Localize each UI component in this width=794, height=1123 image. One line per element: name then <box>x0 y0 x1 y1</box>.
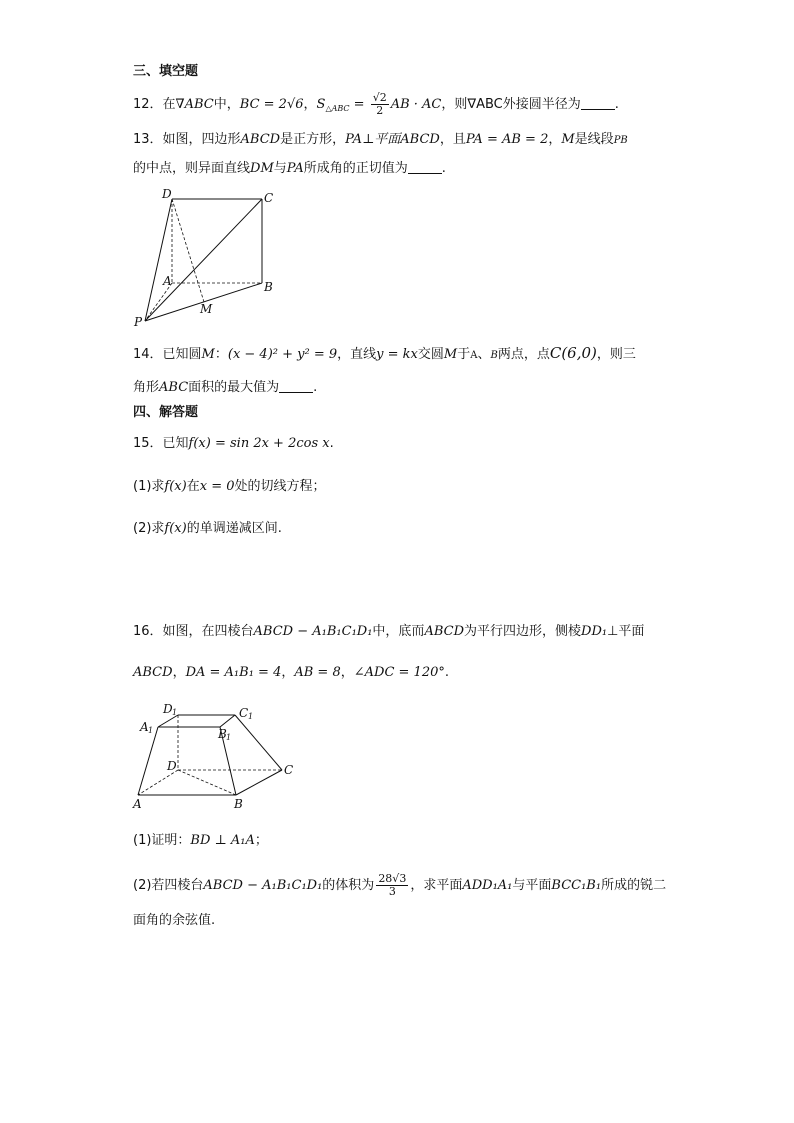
q13-abcd: ABCD <box>240 132 281 147</box>
q12-area-symbol: S <box>316 97 326 112</box>
question-14-line-1 <box>133 344 636 365</box>
question-16-part-1 <box>133 832 268 850</box>
q12-frac-num: √2 <box>372 91 387 104</box>
fig13-label-m: M <box>200 302 213 316</box>
figure-16-frustum <box>130 700 305 815</box>
q16-p1-text: ； <box>254 833 268 848</box>
q14-text: 角形 <box>133 380 160 395</box>
q16-vol-den: 3 <box>388 885 396 898</box>
fig16-sub: 1 <box>172 708 178 717</box>
q14-text: 于 <box>457 347 471 362</box>
question-16-line-1 <box>133 623 644 641</box>
q13-text: 的中点，则异面直线 <box>133 161 251 176</box>
q15-p1-text: 处的切线方程； <box>234 479 326 494</box>
q12-bc: BC = 2√6 <box>239 97 304 112</box>
q13-text: 13．如图，四边形 <box>133 132 241 147</box>
answer-blank <box>408 161 442 174</box>
q15-p1-f: f(x) <box>164 479 187 494</box>
q12-area-sub: △ABC <box>325 104 350 113</box>
fig13-label-d: D <box>162 187 172 201</box>
q14-circle-eq: (x − 4)² + y² = 9 <box>227 347 338 362</box>
q16-vol-num: 28√3 <box>378 872 407 885</box>
q13-text: ， <box>548 132 562 147</box>
q16-p1-statement: BD ⊥ A₁A <box>190 833 255 848</box>
question-13-line-1 <box>133 131 628 150</box>
q15-p2-f: f(x) <box>164 521 187 536</box>
q15-p1-text: 在 <box>186 479 200 494</box>
fig16-label-d1: D <box>163 702 173 716</box>
q14-text: ，则三 <box>596 347 636 362</box>
q15-text: 15．已知 <box>133 436 189 451</box>
q13-text: 所成角的正切值为 <box>303 161 408 176</box>
q16-text: 中，底而 <box>372 624 425 639</box>
q14-text: 、 <box>477 347 491 362</box>
q13-text: ，且 <box>439 132 466 147</box>
q12-text: 中， <box>213 97 240 112</box>
fig13-label-p: P <box>134 315 143 329</box>
q16-p2-text: (2)若四棱台 <box>133 878 204 893</box>
q14-a: A <box>470 350 478 361</box>
q13-pa: PA <box>286 161 304 176</box>
q13-dm: DM <box>250 161 274 176</box>
q16-p2-text: 面角的余弦值. <box>133 913 216 928</box>
q16-abcd: ABCD <box>424 624 464 639</box>
q12-triangle: ∇ABC <box>175 97 214 112</box>
q16-p2-text: 与平面 <box>512 878 552 893</box>
q16-p2-text: ，求平面 <box>410 878 463 893</box>
q16-plane1: ADD₁A₁ <box>462 878 513 893</box>
q13-perp: PA⊥平面 <box>345 132 401 147</box>
q15-function: f(x) = sin 2x + 2cos x <box>188 436 330 451</box>
q14-text: ，直线 <box>337 347 377 362</box>
q16-p2-solid: ABCD − A₁B₁C₁D₁ <box>203 878 323 893</box>
q16-solid: ABCD − A₁B₁C₁D₁ <box>253 624 373 639</box>
q12-vectors: AB · AC <box>390 97 442 112</box>
q14-text: ： <box>214 347 228 362</box>
fig16-sub: 1 <box>248 712 254 721</box>
q13-pb: PB <box>613 135 628 146</box>
fig16-sub: 1 <box>226 733 232 742</box>
fig16-label-a: A <box>133 797 142 811</box>
q16-text: . <box>444 665 450 680</box>
q12-tail: ，则∇ABC外接圆半径为 <box>441 97 581 112</box>
q16-volume-fraction <box>376 873 408 898</box>
q13-end: . <box>441 161 446 176</box>
q12-comma: ， <box>303 97 317 112</box>
q16-p1-text: (1)证明： <box>133 833 191 848</box>
q14-point-c: C(6,0) <box>549 344 597 362</box>
q13-text: 是正方形， <box>280 132 346 147</box>
fig16-label-c1: C <box>239 706 249 720</box>
q16-text: 为平行四边形，侧棱 <box>464 624 582 639</box>
question-16-part-2 <box>133 873 666 898</box>
question-12: 12．在∇ABC中，BC = 2√6，$S_{\triangle ABC}$ = $\frac{√2}{2}$ AB · AC，则∇ABC外接圆半径为 . <box>133 91 619 117</box>
q16-text: 16．如图，在四棱台 <box>133 624 254 639</box>
answer-blank <box>279 380 313 393</box>
figure-13-square-pyramid <box>130 185 290 330</box>
question-15-part-1 <box>133 478 326 496</box>
fig16-label-b: B <box>234 797 243 811</box>
q14-text: 两点，点 <box>497 347 550 362</box>
q16-abcd: ABCD <box>133 665 173 680</box>
q13-m: M <box>561 132 575 147</box>
q16-plane2: BCC₁B₁ <box>551 878 602 893</box>
q15-p1-text: (1)求 <box>133 479 165 494</box>
q16-text: ， <box>281 665 295 680</box>
question-14-line-2 <box>133 379 317 397</box>
q12-frac-den: 2 <box>376 104 384 117</box>
q13-eq: PA = AB = 2 <box>465 132 549 147</box>
q16-p2-text: 所成的锐二 <box>601 878 667 893</box>
q12-fraction <box>371 92 389 117</box>
q14-text: 面积的最大值为 <box>188 380 280 395</box>
fig16-label-b1: B <box>218 727 227 741</box>
q12-eq: = <box>349 97 369 112</box>
q13-abcd: ABCD <box>400 132 440 147</box>
q14-m: M <box>201 347 215 362</box>
q14-abc: ABC <box>159 380 189 395</box>
fig16-label-a1: A <box>140 720 149 734</box>
question-15 <box>133 435 334 453</box>
question-16-line-2 <box>133 664 449 682</box>
q13-text: 是线段 <box>574 132 614 147</box>
q12-num: 12．在 <box>133 97 176 112</box>
section-heading-fill-in: 三、填空题 <box>133 64 199 79</box>
q16-lengths: DA = A₁B₁ = 4 <box>185 665 282 680</box>
q14-end: . <box>313 380 318 395</box>
q16-angle: ∠ADC = 120° <box>353 665 445 680</box>
q14-m: M <box>443 347 458 362</box>
q14-b: B <box>490 350 498 361</box>
answer-blank <box>581 97 615 110</box>
q16-text: ， <box>340 665 354 680</box>
q13-text: 与 <box>273 161 287 176</box>
q14-text: 交圆 <box>417 347 444 362</box>
fig13-label-b: B <box>264 280 273 294</box>
q16-p2-text: 的体积为 <box>322 878 375 893</box>
q16-dd1: DD₁ <box>581 624 608 639</box>
fig16-sub: 1 <box>148 726 154 735</box>
q15-end: . <box>329 436 334 451</box>
q15-p2-text: (2)求 <box>133 521 165 536</box>
question-15-part-2 <box>133 520 282 538</box>
fig16-label-d: D <box>167 759 177 773</box>
q16-text: ⊥平面 <box>607 624 645 639</box>
q16-ab: AB = 8 <box>294 665 341 680</box>
section-heading-answer: 四、解答题 <box>133 405 199 420</box>
q14-text: 14．已知圆 <box>133 347 202 362</box>
fig16-label-c: C <box>284 763 294 777</box>
question-16-part-2-cont <box>133 912 215 930</box>
q16-text: ， <box>172 665 186 680</box>
question-13-line-2 <box>133 160 446 178</box>
q14-line-eq: y = kx <box>376 347 418 362</box>
fig13-label-a: A <box>163 274 172 288</box>
q15-p2-text: 的单调递减区间. <box>186 521 282 536</box>
q15-p1-x: x = 0 <box>199 479 235 494</box>
fig13-label-c: C <box>264 191 274 205</box>
